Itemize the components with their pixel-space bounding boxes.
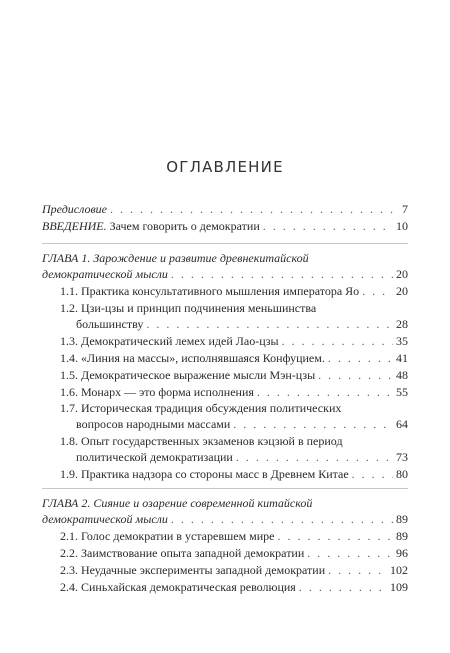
- toc-entry-label: 1.2. Цзи-цзы и принцип подчинения меньшинства: [60, 301, 317, 315]
- chapter-title-part: Сияние и озарение современной китайской: [90, 496, 313, 510]
- toc-page-number: 80: [396, 467, 408, 481]
- leader-dots: [318, 368, 393, 382]
- leader-dots: [278, 529, 394, 543]
- leader-dots: [299, 580, 387, 594]
- toc-page-number: 10: [396, 219, 408, 233]
- toc-page-number: 102: [390, 563, 408, 577]
- toc-entry-1-5[interactable]: [60, 368, 408, 382]
- toc-entry-label: 2.3. Неудачные эксперименты западной демократии: [60, 563, 326, 577]
- chapter-title-part: демократической мысли: [42, 512, 168, 526]
- section-divider: [42, 243, 408, 244]
- leader-dots: [171, 267, 393, 281]
- toc-page-number: 89: [396, 529, 408, 543]
- toc-entry-label-text: Зачем говорить о демократии: [106, 219, 260, 233]
- toc-entry-2-2[interactable]: [60, 546, 408, 560]
- toc-page-number: 64: [396, 417, 408, 431]
- toc-entry-1-7[interactable]: [60, 401, 408, 431]
- leader-dots: [362, 284, 393, 298]
- toc-entry-1-6[interactable]: [60, 385, 408, 399]
- toc-entry-label: 2.4. Синьхайская демократическая революция: [60, 580, 296, 594]
- toc-entry-label: Предисловие: [42, 202, 108, 216]
- chapter-title-part: Зарождение и развитие древнекитайской: [90, 251, 309, 265]
- toc-page-number: 89: [396, 512, 408, 526]
- toc-page-number: 48: [396, 368, 408, 382]
- toc-page-number: 7: [402, 202, 408, 216]
- toc-page-number: 109: [390, 580, 408, 594]
- toc-entry-1-9[interactable]: [60, 467, 408, 481]
- leader-dots: [328, 351, 393, 365]
- leader-dots: [307, 546, 393, 560]
- leader-dots: [171, 512, 393, 526]
- toc-entry-label-prefix: ВВЕДЕНИЕ.: [42, 219, 107, 233]
- toc-entry-label: политической демократизации: [76, 450, 233, 464]
- toc-entry-label: вопросов народными массами: [76, 417, 231, 431]
- toc-entry-label: 1.9. Практика надзора со стороны масс в Древнем Китае: [60, 467, 349, 481]
- toc-entry-1-1[interactable]: [60, 284, 408, 298]
- toc-entry-label: 1.1. Практика консультативного мышления императора Яо: [60, 284, 360, 298]
- toc-entry-2-4[interactable]: [60, 580, 408, 594]
- leader-dots: [233, 417, 393, 431]
- toc-page-number: 96: [396, 546, 408, 560]
- toc-entry-line2: [60, 417, 408, 431]
- toc-entry-1-2[interactable]: [60, 301, 408, 331]
- leader-dots: [146, 317, 393, 331]
- section-divider: [42, 488, 408, 489]
- toc-entry-1-3[interactable]: [60, 334, 408, 348]
- leader-dots: [257, 385, 393, 399]
- toc-chapter-2[interactable]: [42, 496, 408, 526]
- toc-entry-label: 2.1. Голос демократии в устаревшем мире: [60, 529, 275, 543]
- toc-entry-2-3[interactable]: [60, 563, 408, 577]
- chapter-number: ГЛАВА 1.: [42, 251, 91, 265]
- toc-entry-label: 1.4. «Линия на массы», исполнявшаяся Конфуцием.: [60, 351, 325, 365]
- toc-entry-label: 1.3. Демократический лемех идей Лао-цзы: [60, 334, 279, 348]
- toc-entry-1-4[interactable]: [60, 351, 408, 365]
- toc-page-number: 28: [396, 317, 408, 331]
- toc-entry-label: 1.6. Монарх — это форма исполнения: [60, 385, 254, 399]
- toc-entry-line2: [60, 450, 408, 464]
- leader-dots: [328, 563, 387, 577]
- toc-page-number: 35: [396, 334, 408, 348]
- chapter-heading-line1: [42, 251, 408, 265]
- leader-dots: [352, 467, 393, 481]
- leader-dots: [263, 219, 393, 233]
- toc-entry-introduction[interactable]: [42, 219, 408, 233]
- toc-entry-label: 1.8. Опыт государственных экзаменов кэцзюй в период: [60, 434, 343, 448]
- chapter-heading-line1: [42, 496, 408, 510]
- leader-dots: [236, 450, 393, 464]
- chapter-number: ГЛАВА 2.: [42, 496, 91, 510]
- chapter-title-part: демократической мысли: [42, 267, 168, 281]
- chapter-heading-line2: [42, 267, 408, 281]
- toc-entry-2-1[interactable]: [60, 529, 408, 543]
- toc-entry-line2: [60, 317, 408, 331]
- toc-entry-label: большинству: [76, 317, 144, 331]
- toc-entry-label: 1.7. Историческая традиция обсуждения политических: [60, 401, 342, 415]
- toc-entry-preface[interactable]: [42, 202, 408, 216]
- toc-entry-label: 2.2. Заимствование опыта западной демократии: [60, 546, 305, 560]
- toc-page-number: 20: [396, 284, 408, 298]
- toc-page-number: 73: [396, 450, 408, 464]
- page-title: ОГЛАВЛЕНИЕ: [166, 158, 284, 176]
- toc-entry-label: 1.5. Демократическое выражение мысли Мэн-цзы: [60, 368, 316, 382]
- toc-page-number: 41: [396, 351, 408, 365]
- toc-entry-label: [42, 219, 260, 233]
- toc-entry-1-8[interactable]: [60, 434, 408, 464]
- toc-page-number: 55: [396, 385, 408, 399]
- chapter-heading-line2: [42, 512, 408, 526]
- leader-dots: [110, 202, 399, 216]
- toc-page-number: 20: [396, 267, 408, 281]
- leader-dots: [282, 334, 393, 348]
- toc-chapter-1[interactable]: [42, 251, 408, 281]
